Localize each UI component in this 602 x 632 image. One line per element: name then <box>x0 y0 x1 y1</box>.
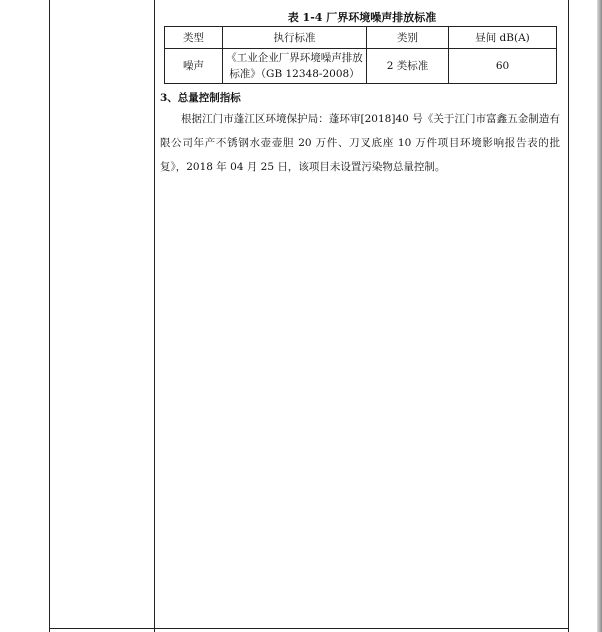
section-heading: 3、总量控制指标 <box>160 92 241 104</box>
table-row <box>165 49 557 84</box>
frame-column-divider <box>154 0 155 632</box>
cell-category: 2 类标准 <box>367 49 449 84</box>
frame-bottom-border <box>49 628 569 629</box>
cell-type: 噪声 <box>165 49 223 84</box>
header-category: 类别 <box>367 27 449 49</box>
table-header-row <box>165 27 557 49</box>
content-area <box>160 10 560 179</box>
table-title: 表 1-4 厂界环境噪声排放标准 <box>287 11 437 24</box>
header-standard: 执行标准 <box>223 27 367 49</box>
header-type: 类型 <box>165 27 223 49</box>
cell-standard: 《工业企业厂界环境噪声排放标准》（GB 12348-2008） <box>223 49 367 84</box>
header-daytime: 昼间 dB(A) <box>449 27 557 49</box>
page-edge-shadow <box>597 0 602 632</box>
section-paragraph: 根据江门市蓬江区环境保护局：蓬环审[2018]40 号《关于江门市富鑫五金制造有限公司年产不锈钢水壶壶胆 20 万件、刀叉底座 10 万件项目环境影响报告表的批复》，2018 年 04 月 25 日，该项目未设置污染物总量控制。 <box>160 113 560 173</box>
noise-standard-table <box>164 26 557 84</box>
cell-daytime: 60 <box>449 49 557 84</box>
frame-left-border <box>49 0 50 632</box>
frame-right-border <box>568 0 569 632</box>
